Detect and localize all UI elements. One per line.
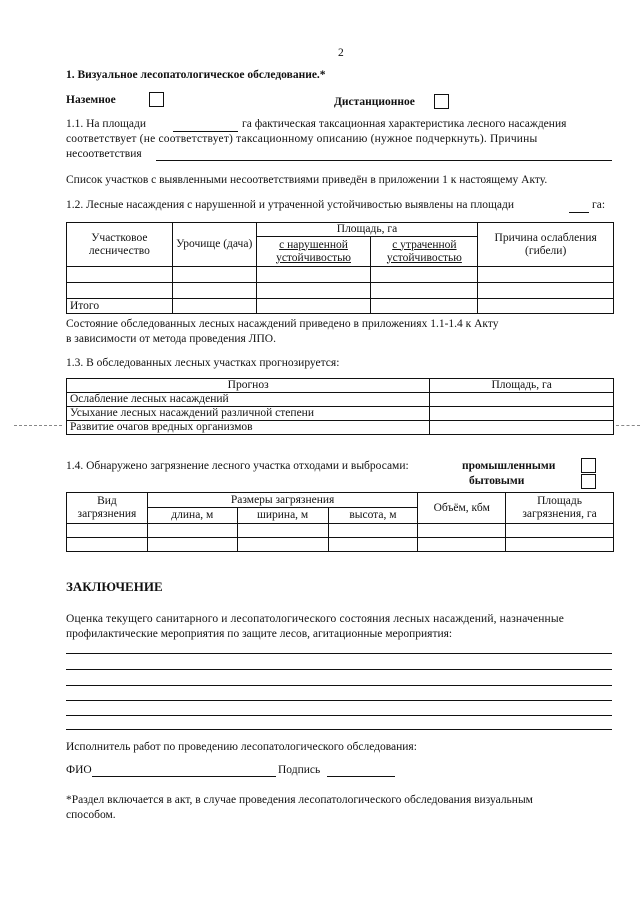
table-row xyxy=(67,267,614,283)
header-disturbed: с нарушенной устойчивостью xyxy=(256,237,371,267)
p14-text: 1.4. Обнаружено загрязнение лесного участка отходами и выбросами: xyxy=(66,460,409,472)
page-number: 2 xyxy=(338,47,344,59)
remote-label: Дистанционное xyxy=(334,96,415,108)
section-title: 1. Визуальное лесопатологическое обследование.* xyxy=(66,69,326,81)
table-unstable-stands xyxy=(66,222,614,314)
state-note-1: Состояние обследованных лесных насаждений приведено в приложениях 1.1-1.4 к Акту xyxy=(66,318,499,330)
conclusion-line[interactable] xyxy=(66,715,612,716)
conclusion-line[interactable] xyxy=(66,685,612,686)
industrial-checkbox[interactable] xyxy=(581,458,596,473)
conclusion-text-1: Оценка текущего санитарного и лесопатологического состояния лесных насаждений, назначенные xyxy=(66,613,564,625)
fold-mark-left xyxy=(14,425,62,426)
header-tract: Урочище (дача) xyxy=(172,223,256,267)
p11-line1-a: 1.1. На площади xyxy=(66,118,147,130)
conclusion-line[interactable] xyxy=(66,653,612,654)
conclusion-line[interactable] xyxy=(66,700,612,701)
header-length: длина, м xyxy=(147,508,237,524)
header-forecast: Прогноз xyxy=(67,379,430,393)
header-forestry: Участковое лесничество xyxy=(67,223,173,267)
table-pollution xyxy=(66,492,614,552)
table-row xyxy=(67,524,614,538)
footnote-1: *Раздел включается в акт, в случае проведения лесопатологического обследования визуальным xyxy=(66,794,533,806)
footnote-2: способом. xyxy=(66,809,116,821)
table-row: Ослабление лесных насаждений xyxy=(67,393,614,407)
executor-text: Исполнитель работ по проведению лесопатологического обследования: xyxy=(66,741,417,753)
state-note-2: в зависимости от метода проведения ЛПО. xyxy=(66,333,276,345)
signature-label: Подпись xyxy=(278,764,321,776)
table-row: Развитие очагов вредных организмов xyxy=(67,421,614,435)
p12-text-a: 1.2. Лесные насаждения с нарушенной и утраченной устойчивостью выявлены на площади xyxy=(66,199,514,211)
fold-mark-right xyxy=(616,425,640,426)
table-row xyxy=(67,283,614,299)
p11-line1-b: га фактическая таксационная характеристика лесного насаждения xyxy=(242,118,567,130)
area-blank-2[interactable] xyxy=(569,212,589,213)
table-row: Усыхание лесных насаждений различной степени xyxy=(67,407,614,421)
ground-label: Наземное xyxy=(66,94,116,106)
header-forecast-area: Площадь, га xyxy=(430,379,614,393)
header-reason: Причина ослабления (гибели) xyxy=(478,223,614,267)
p11-line3: несоответствия xyxy=(66,148,142,160)
header-width: ширина, м xyxy=(237,508,328,524)
header-lost: с утраченной устойчивостью xyxy=(371,237,478,267)
list-note: Список участков с выявленными несоответствиями приведён в приложении 1 к настоящему Акту. xyxy=(66,174,548,186)
p12-text-b: га: xyxy=(592,199,606,211)
mismatch-reason-blank[interactable] xyxy=(156,160,612,161)
table-row-total xyxy=(67,299,614,314)
p11-line2: соответствует (не соответствует) таксационному описанию (нужное подчеркнуть). Причины xyxy=(66,133,538,145)
household-checkbox[interactable] xyxy=(581,474,596,489)
header-area: Площадь, га xyxy=(256,223,478,237)
conclusion-title: ЗАКЛЮЧЕНИЕ xyxy=(66,579,163,594)
table-row xyxy=(67,538,614,552)
table-forecast xyxy=(66,378,614,435)
header-pollution-type: Вид загрязнения xyxy=(67,493,148,524)
ground-checkbox[interactable] xyxy=(149,92,164,107)
fio-blank[interactable] xyxy=(92,776,276,777)
conclusion-line[interactable] xyxy=(66,729,612,730)
conclusion-line[interactable] xyxy=(66,669,612,670)
signature-blank[interactable] xyxy=(327,776,395,777)
header-sizes: Размеры загрязнения xyxy=(147,493,417,508)
p13-text: 1.3. В обследованных лесных участках прогнозируется: xyxy=(66,357,340,369)
remote-checkbox[interactable] xyxy=(434,94,449,109)
household-label: бытовыми xyxy=(469,475,525,487)
header-volume: Объём, кбм xyxy=(418,493,506,524)
industrial-label: промышленными xyxy=(462,460,556,472)
fio-label: ФИО xyxy=(66,764,92,776)
conclusion-text-2: профилактические мероприятия по защите лесов, агитационные мероприятия: xyxy=(66,628,453,640)
total-label: Итого xyxy=(67,299,173,314)
header-pollution-area: Площадь загрязнения, га xyxy=(506,493,614,524)
header-height: высота, м xyxy=(328,508,418,524)
